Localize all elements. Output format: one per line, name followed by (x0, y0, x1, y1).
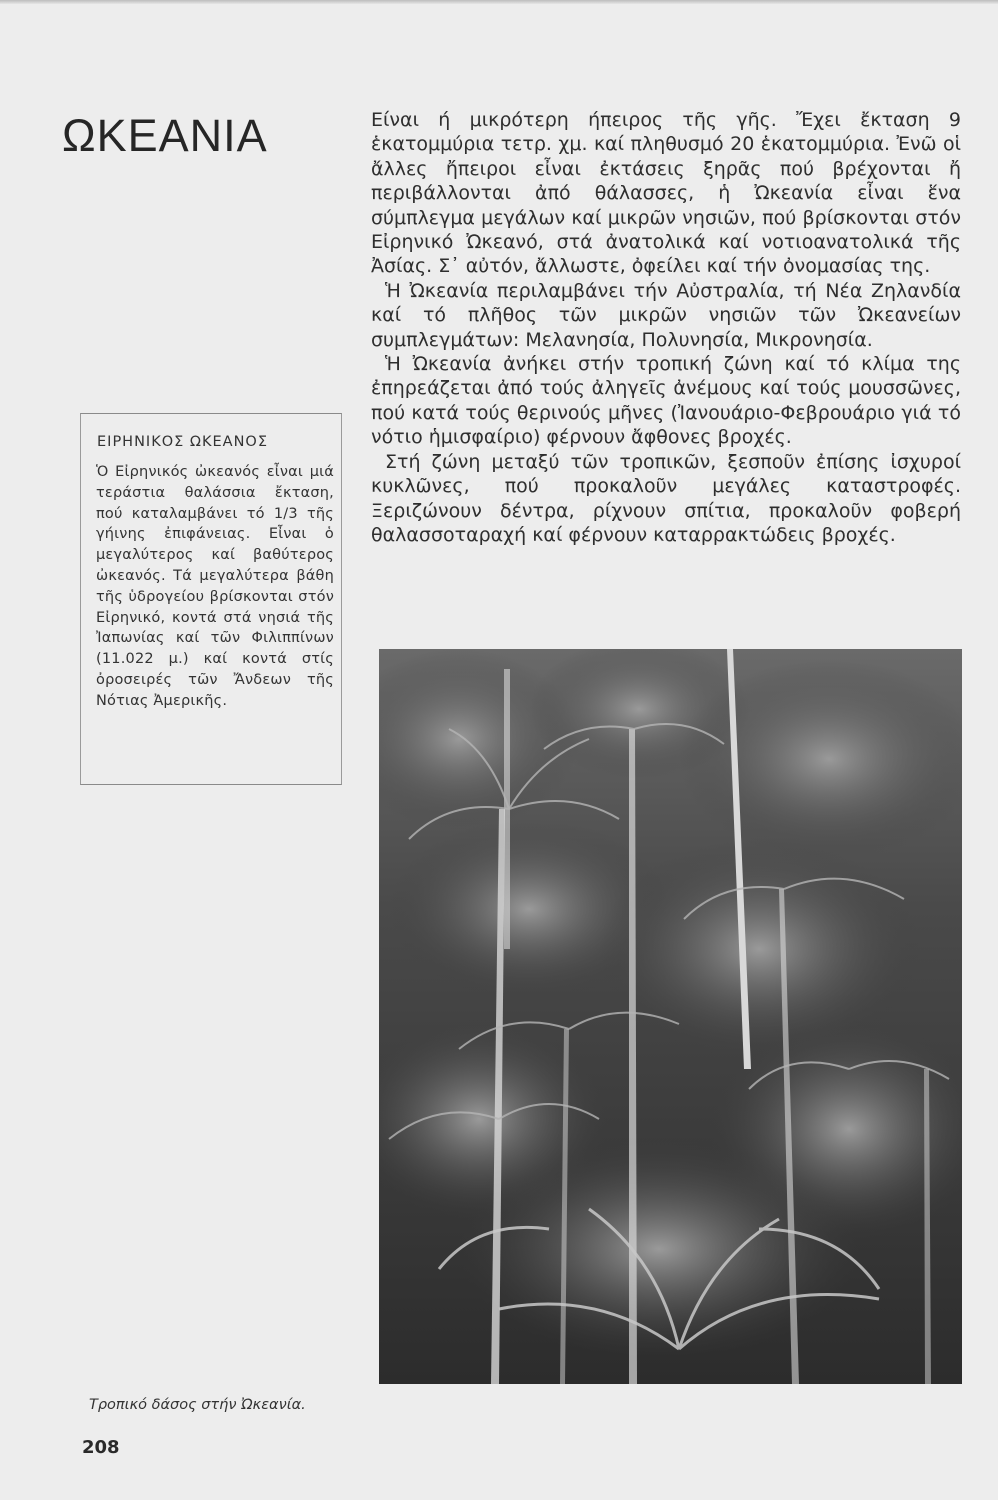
page-number: 208 (82, 1437, 120, 1458)
sidebar-text: Ὁ Εἰρηνικός ὠκεανός εἶναι μιά τεράστια θαλάσσια ἔκταση, πού καταλαμβάνει τό 1/3 τῆς γήινης ἐπιφάνειας. Εἶναι ὁ μεγαλύτερος καί βαθύτερος ὠκεανός. Τά μεγαλύτερα βάθη τῆς ὑδρογείου βρίσκονται στόν Εἰρηνικό, κοντά στά νησιά τῆς Ἰαπωνίας καί τῶν Φιλιππίνων (11.022 μ.) καί κοντά στίς ὀροσειρές τῶν Ἄνδεων τῆς Νότιας Ἀμερικῆς. (96, 464, 334, 709)
rainforest-illustration (379, 649, 962, 1384)
body-text (371, 108, 961, 547)
sidebar-heading: ΕΙΡΗΝΙΚΟΣ ΩΚΕΑΝΟΣ (97, 434, 268, 450)
body-paragraph: Ἡ Ὠκεανία ἀνήκει στήν τροπική ζώνη καί τό κλίμα της ἐπηρεάζεται ἀπό τούς ἀληγεῖς ἀνέμους καί τούς μουσσῶνες, πού κατά τούς θερινούς μῆνες (Ἰανουάριο-Φεβρουάριο γιά τό νότιο ἡμισφαίριο) φέρνουν ἄφθονες βροχές. (371, 353, 961, 449)
page-title: ΩΚΕΑΝΙΑ (62, 110, 268, 161)
rainforest-photo (379, 649, 962, 1384)
body-paragraph: Είναι ή μικρότερη ήπειρος τῆς γῆς. Ἔχει ἔκταση 9 ἑκατομμύρια τετρ. χμ. καί πληθυσμό 20 ἑκατομμύρια. Ἐνῶ οἱ ἄλλες ἤπειροι εἶναι ἐκτάσεις ξηρᾶς πού βρέχονται ἤ περιβάλλονται ἀπό θάλασσες, ἡ Ὠκεανία εἶναι ἕνα σύμπλεγμα μεγάλων καί μικρῶν νησιῶν, πού βρίσκονται στόν Εἰρηνικό Ὠκεανό, στά ἀνατολικά καί νοτιοανατολικά τῆς Ἀσίας. Σ᾿ αὐτόν, ἄλλωστε, ὀφείλει καί τήν ὀνομασίας της. (371, 109, 961, 278)
body-paragraph: Στή ζώνη μεταξύ τῶν τροπικῶν, ξεσποῦν ἐπίσης ἰσχυροί κυκλῶνες, πού προκαλοῦν μεγάλες καταστροφές. Ξεριζώνουν δέντρα, ρίχνουν σπίτια, προκαλοῦν φοβερή θαλασσοταραχή καί φέρνουν καταρρακτώδεις βροχές. (371, 450, 961, 546)
body-paragraph: Ἡ Ὠκεανία περιλαμβάνει τήν Αὐστραλία, τή Νέα Ζηλανδία καί τό πλῆθος τῶν μικρῶν νησιῶν τῶν Ὠκεανείων συμπλεγμάτων: Μελανησία, Πολυνησία, Μικρονησία. (371, 279, 961, 351)
photo-caption: Τροπικό δάσος στήν Ὠκεανία. (89, 1397, 306, 1413)
page-top-edge (0, 0, 998, 4)
